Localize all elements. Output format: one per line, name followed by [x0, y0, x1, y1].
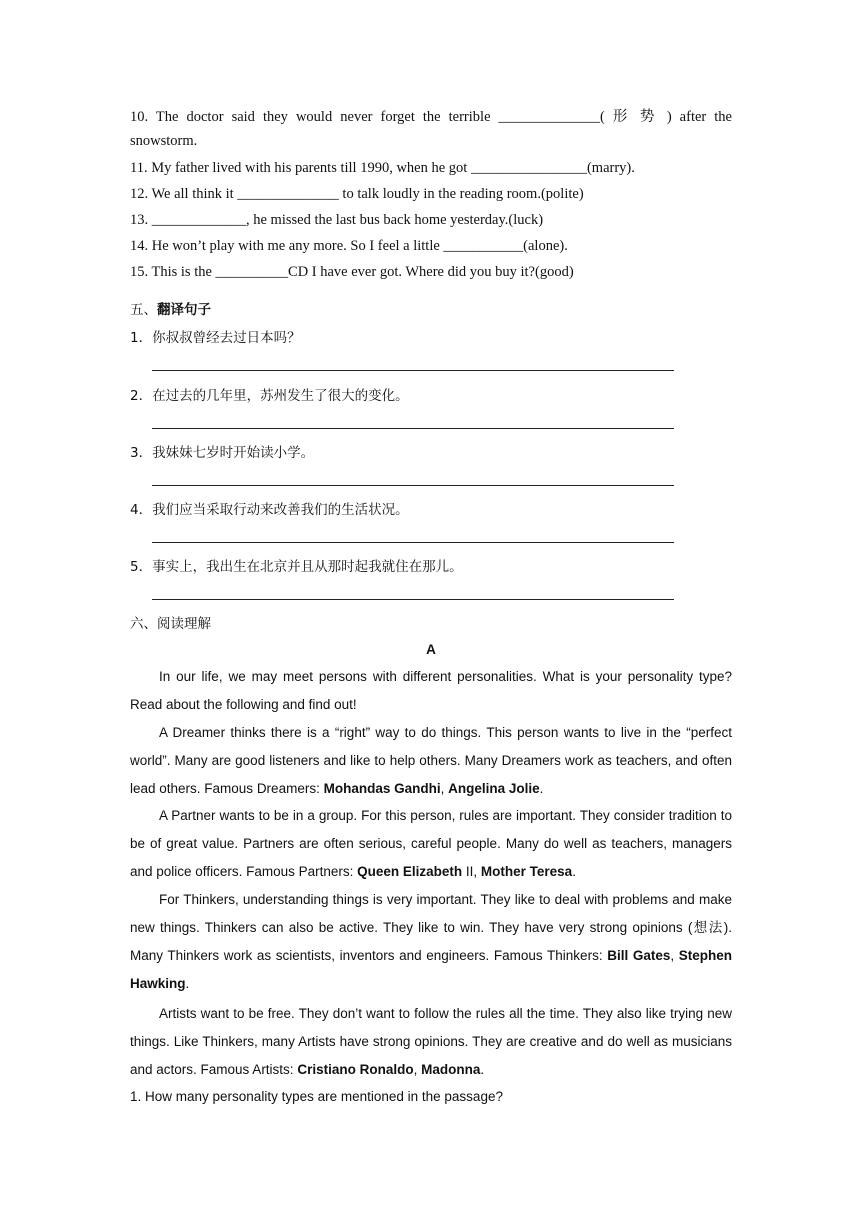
- partner-text: A Partner wants to be in a group. For this person, rules are important. They consider tradition to be of great value. Partners are often serious, careful people. Many do well as teachers, managers and police officers. Famous Partners:: [130, 808, 732, 879]
- question-13: 13. _____________, he missed the last bus back home yesterday.(luck): [130, 212, 544, 228]
- item-text: 事实上，我出生在北京并且从那时起我就住在那儿。: [152, 559, 463, 575]
- answer-line-2: [152, 428, 674, 429]
- period: .: [480, 1062, 485, 1077]
- section-5-heading: [130, 298, 211, 318]
- item-text: 你叔叔曾经去过日本吗？: [152, 330, 301, 346]
- separator: ,: [670, 948, 679, 963]
- item-number: 5．: [130, 559, 153, 575]
- answer-line-3: [152, 485, 674, 486]
- period: .: [539, 781, 544, 796]
- paragraph-dreamer: [130, 719, 732, 803]
- famous-name: Queen Elizabeth: [357, 864, 463, 879]
- paragraph-intro: [130, 663, 732, 719]
- translate-item-2: [130, 384, 409, 404]
- famous-name: Bill Gates: [607, 948, 671, 963]
- dreamer-text: A Dreamer thinks there is a “right” way to do things. This person wants to live in the “perfect world”. Many are good listeners and like to help others. Many Dreamers work as teachers, and often lead others. Famous Dreamers:: [130, 725, 732, 796]
- translate-item-1: [130, 326, 301, 346]
- paragraph-partner: [130, 802, 732, 886]
- intro-text: In our life, we may meet persons with different personalities. What is your personality type? Read about the following and find out!: [130, 669, 732, 712]
- famous-name: Cristiano Ronaldo: [297, 1062, 414, 1077]
- question-10-line2: snowstorm.: [130, 133, 198, 149]
- answer-line-1: [152, 370, 674, 371]
- section-6-heading: 六、阅读理解: [130, 616, 211, 632]
- item-number: 2．: [130, 388, 153, 404]
- famous-name: Stephen Hawking: [130, 948, 733, 991]
- translate-item-5: [130, 555, 463, 575]
- section-5-title: 翻译句子: [157, 302, 211, 318]
- famous-name: Mother Teresa: [480, 864, 573, 879]
- question-14: 14. He won’t play with me any more. So I feel a little ___________(alone).: [130, 238, 568, 254]
- question-15: 15. This is the __________CD I have ever got. Where did you buy it?(good): [130, 264, 574, 280]
- item-number: 1．: [130, 330, 153, 346]
- translate-item-4: [130, 498, 409, 518]
- question-1: 1. How many personality types are mentioned in the passage?: [130, 1089, 503, 1104]
- artist-text: Artists want to be free. They don’t want to follow the rules all the time. They also like trying new things. Like Thinkers, many Artists have strong opinions. They are creative and do well as musicians and actors. Famous Artists:: [130, 1006, 732, 1077]
- answer-line-4: [152, 542, 674, 543]
- separator: ,: [413, 1062, 422, 1077]
- section-5-number: 五、: [130, 302, 157, 318]
- period: .: [572, 864, 576, 879]
- item-number: 3．: [130, 445, 153, 461]
- question-10-line1: 10. The doctor said they would never forget the terrible ______________( 形 势 ) after the: [130, 109, 732, 125]
- famous-name: Angelina Jolie: [448, 781, 540, 796]
- question-11: 11. My father lived with his parents till 1990, when he got ________________(marry).: [130, 160, 635, 176]
- translate-item-3: [130, 441, 314, 461]
- famous-name: Mohandas Gandhi: [323, 781, 441, 796]
- paragraph-thinker: [130, 886, 732, 998]
- famous-name: Madonna: [421, 1062, 481, 1077]
- paragraph-artist: [130, 1000, 732, 1084]
- question-12: 12. We all think it ______________ to talk loudly in the reading room.(polite): [130, 186, 584, 202]
- separator: ,: [440, 781, 449, 796]
- item-text: 在过去的几年里，苏州发生了很大的变化。: [152, 388, 409, 404]
- period: .: [185, 976, 190, 991]
- separator: II,: [462, 864, 481, 879]
- answer-line-5: [152, 599, 674, 600]
- item-text: 我们应当采取行动来改善我们的生活状况。: [152, 502, 409, 518]
- thinker-text: For Thinkers, understanding things is very important. They like to deal with problems and make new things. Thinkers can also be active. They like to win. They have very strong opinions (想法). Many Thinkers work as scientists, inventors and engineers. Famous Thinkers:: [130, 892, 732, 963]
- passage-label: A: [426, 642, 436, 657]
- item-number: 4．: [130, 502, 153, 518]
- item-text: 我妹妹七岁时开始读小学。: [152, 445, 315, 461]
